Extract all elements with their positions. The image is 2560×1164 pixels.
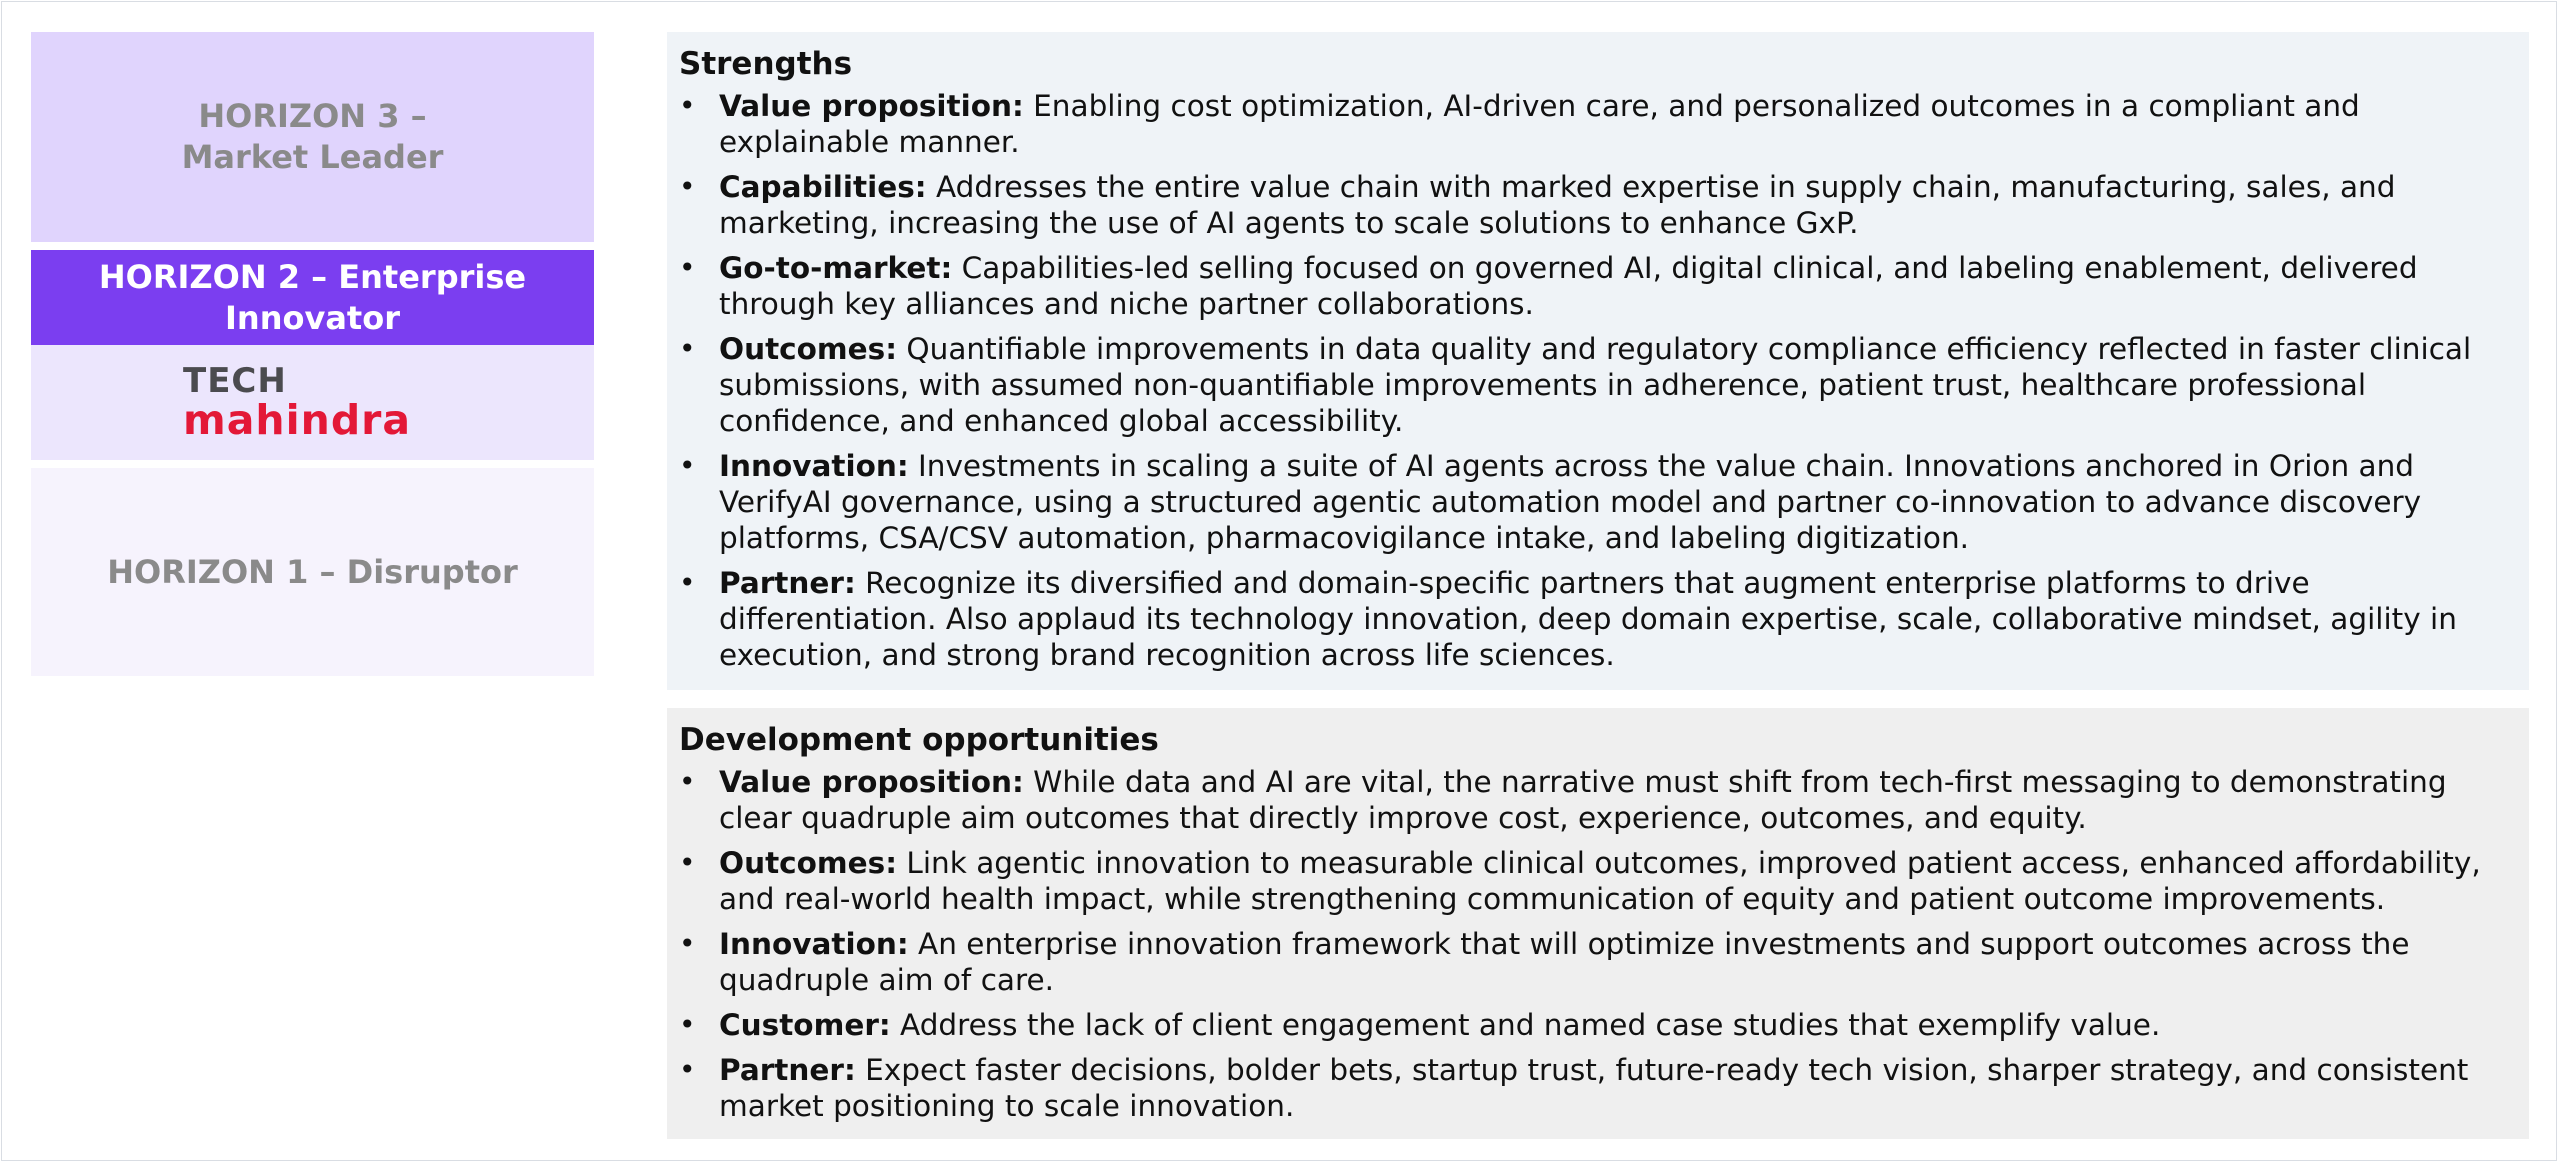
horizon-3-box <box>31 32 594 242</box>
development-title: Development opportunities <box>679 722 1159 758</box>
bullet-label: Value proposition: <box>719 89 1024 123</box>
bullet-label: Innovation: <box>719 927 909 961</box>
bullet-text: Quantifiable improvements in data quality and regulatory compliance efficiency reflected in faster clinical submissions, with assumed non-quantifiable improvements in adherence, patient trust, healthcare professional confidence, and enhanced global accessibility. <box>719 332 2472 438</box>
horizon-3-line2: Market Leader <box>181 138 444 176</box>
development-list <box>679 764 2517 1124</box>
bullet-label: Go-to-market: <box>719 251 953 285</box>
bullet-item <box>679 88 2517 160</box>
bullet-label: Outcomes: <box>719 846 898 880</box>
horizon-2-box <box>31 250 594 345</box>
horizon-3-line1: HORIZON 3 – <box>198 97 427 135</box>
bullet-text: Capabilities-led selling focused on governed AI, digital clinical, and labeling enablement, delivered through key alliances and niche partner collaborations. <box>719 251 2418 321</box>
bullet-item <box>679 565 2517 673</box>
slide-frame <box>1 1 2557 1161</box>
bullet-text: An enterprise innovation framework that will optimize investments and support outcomes across the quadruple aim of care. <box>719 927 2410 997</box>
bullet-label: Capabilities: <box>719 170 927 204</box>
strengths-panel <box>667 32 2529 690</box>
bullet-text: Investments in scaling a suite of AI agents across the value chain. Innovations anchored in Orion and VerifyAI governance, using a structured agentic automation model and partner co-innovation to advance discovery platforms, CSA/CSV automation, pharmacovigilance intake, and labeling digitization. <box>719 449 2422 555</box>
bullet-item <box>679 1007 2517 1043</box>
strengths-title: Strengths <box>679 46 853 82</box>
bullet-item <box>679 764 2517 836</box>
bullet-item <box>679 926 2517 998</box>
bullet-item <box>679 250 2517 322</box>
bullet-item <box>679 169 2517 241</box>
horizon-1-label: HORIZON 1 – Disruptor <box>107 552 518 591</box>
bullet-label: Partner: <box>719 566 856 600</box>
logo-mahindra-text: mahindra <box>183 395 412 444</box>
bullet-label: Value proposition: <box>719 765 1024 799</box>
bullet-text: While data and AI are vital, the narrative must shift from tech-first messaging to demonstrating clear quadruple aim outcomes that directly improve cost, experience, outcomes, and equity. <box>719 765 2447 835</box>
horizon-1-box <box>31 468 594 676</box>
bullet-text: Link agentic innovation to measurable clinical outcomes, improved patient access, enhanced affordability, and real-world health impact, while strengthening communication of equity and patient outcome improvements. <box>719 846 2481 916</box>
bullet-item <box>679 1052 2517 1124</box>
logo-tech-text: TECH <box>183 360 287 401</box>
horizon-2-line1: HORIZON 2 – Enterprise <box>98 257 527 296</box>
development-panel <box>667 708 2529 1139</box>
bullet-text: Enabling cost optimization, AI-driven care, and personalized outcomes in a compliant and explainable manner. <box>719 89 2360 159</box>
bullet-text: Addresses the entire value chain with marked expertise in supply chain, manufacturing, sales, and marketing, increasing the use of AI agents to scale solutions to enhance GxP. <box>719 170 2396 240</box>
strengths-list <box>679 88 2517 673</box>
bullet-text: Recognize its diversified and domain-specific partners that augment enterprise platforms to drive differentiation. Also applaud its technology innovation, deep domain expertise, scale, collaborative mindset, agility in execution, and strong brand recognition across life sciences. <box>719 566 2457 672</box>
bullet-label: Outcomes: <box>719 332 898 366</box>
bullet-item <box>679 448 2517 556</box>
bullet-item <box>679 845 2517 917</box>
bullet-label: Customer: <box>719 1008 891 1042</box>
bullet-text: Address the lack of client engagement and named case studies that exemplify value. <box>890 1008 2161 1042</box>
bullet-label: Partner: <box>719 1053 856 1087</box>
bullet-item <box>679 331 2517 439</box>
horizon-2-line2: Innovator <box>225 298 400 337</box>
bullet-text: Expect faster decisions, bolder bets, startup trust, future-ready tech vision, sharper strategy, and consistent market positioning to scale innovation. <box>719 1053 2469 1123</box>
company-logo <box>31 345 594 460</box>
bullet-label: Innovation: <box>719 449 909 483</box>
